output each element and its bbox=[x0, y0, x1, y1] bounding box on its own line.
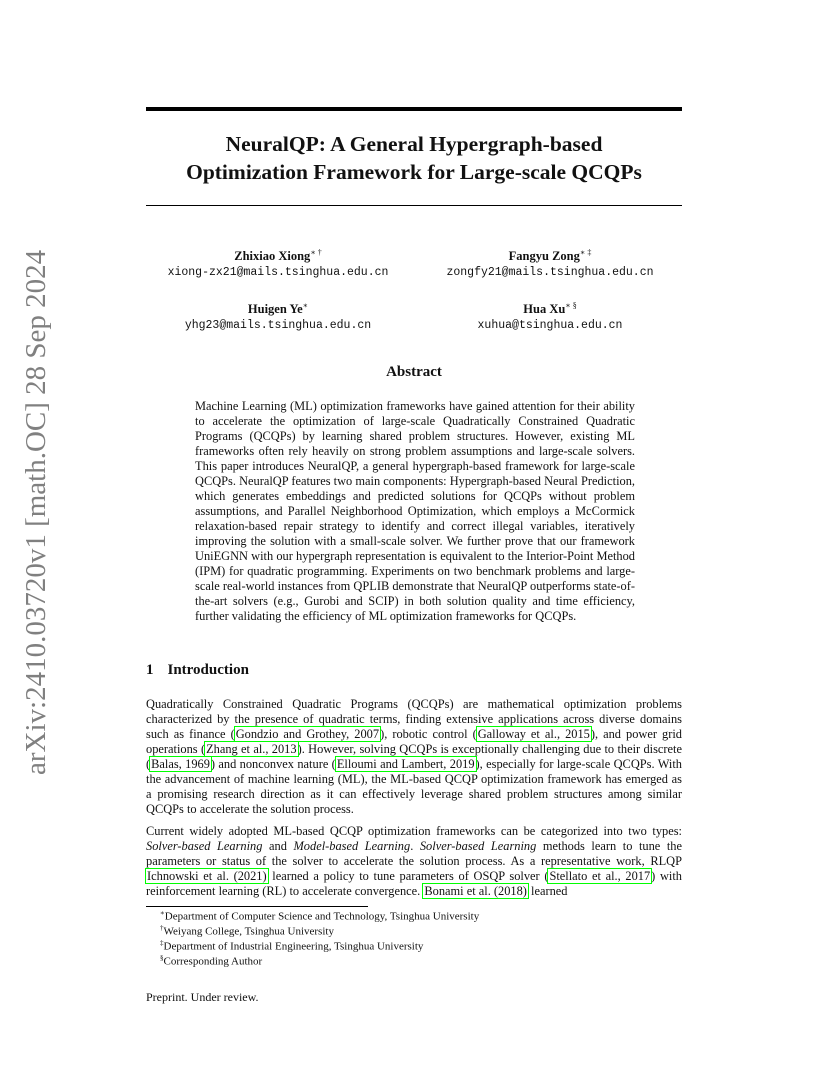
title-line-2: Optimization Framework for Large-scale QCQPs bbox=[186, 160, 642, 184]
author-email[interactable]: xiong-zx21@mails.tsinghua.edu.cn bbox=[167, 266, 389, 280]
citation-link[interactable]: Gondzio and Grothey, 2007 bbox=[235, 727, 380, 741]
citation-link[interactable]: Bonami et al. (2018) bbox=[424, 884, 527, 898]
citation-link[interactable]: Ichnowski et al. (2021) bbox=[147, 869, 267, 883]
author-name: Hua Xu bbox=[523, 302, 566, 317]
title-top-rule bbox=[146, 107, 682, 111]
footnote: †Weiyang College, Tsinghua University bbox=[160, 924, 334, 938]
preprint-notice: Preprint. Under review. bbox=[146, 990, 259, 1004]
author-block-4 bbox=[418, 297, 682, 334]
author-block-2 bbox=[418, 244, 682, 281]
author-name: Zhixiao Xiong bbox=[234, 249, 311, 264]
citation-link[interactable]: Zhang et al., 2013 bbox=[206, 742, 297, 756]
section-number: 1 bbox=[146, 662, 154, 678]
citation-link[interactable]: Stellato et al., 2017 bbox=[549, 869, 651, 883]
footnote: ‡Department of Industrial Engineering, Tsinghua University bbox=[160, 939, 424, 953]
author-name: Fangyu Zong bbox=[508, 249, 580, 264]
author-email[interactable]: xuhua@tsinghua.edu.cn bbox=[477, 319, 623, 333]
paper-title bbox=[146, 130, 682, 186]
intro-paragraph-2: Current widely adopted ML-based QCQP optimization frameworks can be categorized into two types: Solver-based Learning and Model-based Learning. Solver-based Learning methods learn to tune the parameters or status of the solver to accelerate the solution process. As a representative work, RLQP Ichnowski et al. (2021) learned a policy to tune parameters of OSQP solver (Stellato et al., 2017) with reinforcement learning (RL) to accelerate convergence. Bonami et al. (2018) learned bbox=[146, 824, 682, 898]
author-block-1 bbox=[146, 244, 410, 281]
author-marks: ∗ ‡ bbox=[579, 248, 592, 257]
author-name: Huigen Ye bbox=[247, 302, 303, 317]
citation-link[interactable]: Balas, 1969 bbox=[151, 757, 210, 771]
author-block-3 bbox=[146, 297, 410, 334]
footnote: ∗Department of Computer Science and Technology, Tsinghua University bbox=[160, 909, 480, 923]
title-line-1: NeuralQP: A General Hypergraph-based bbox=[225, 132, 603, 156]
title-bottom-rule bbox=[146, 205, 682, 206]
author-email[interactable]: zongfy21@mails.tsinghua.edu.cn bbox=[446, 266, 654, 280]
author-marks: ∗ bbox=[302, 301, 309, 310]
intro-paragraph-1: Quadratically Constrained Quadratic Programs (QCQPs) are mathematical optimization problems characterized by the presence of quadratic terms, finding extensive applications across diverse domains such as finance (Gondzio and Grothey, 2007), robotic control (Galloway et al., 2015), and power grid operations (Zhang et al., 2013). However, solving QCQPs is exceptionally challenging due to their discrete (Balas, 1969) and nonconvex nature (Elloumi and Lambert, 2019), especially for large-scale QCQPs. With the advancement of machine learning (ML), the ML-based QCQP optimization framework has emerged as a promising research direction as it can effectively leverage shared problem structures among similar QCQPs to accelerate the solution process. bbox=[146, 697, 683, 816]
section-heading-introduction bbox=[146, 662, 249, 679]
citation-link[interactable]: Elloumi and Lambert, 2019 bbox=[336, 757, 475, 771]
arxiv-stamp: arXiv:2410.03720v1 [math.OC] 28 Sep 2024 bbox=[20, 249, 52, 775]
author-marks: ∗ § bbox=[565, 301, 577, 310]
abstract-body: Machine Learning (ML) optimization frameworks have gained attention for their ability to accelerate the optimization of large-scale Quadratically Constrained Quadratic Programs (QCQPs) by learning shared problem structures. However, existing ML frameworks often rely heavily on strong problem assumptions and large-scale solvers. This paper introduces NeuralQP, a general hypergraph-based framework for large-scale QCQPs. NeuralQP features two main components: Hypergraph-based Neural Prediction, which generates embeddings and predicted solutions for QCQPs without problem assumptions, and Parallel Neighborhood Optimization, which employs a McCormick relaxation-based repair strategy to identify and correct illegal variables, iteratively improving the solution with a small-scale solver. We further prove that our framework UniEGNN with our hypergraph representation is equivalent to the Interior-Point Method (IPM) for quadratic programming. Experiments on two benchmark problems and large-scale real-world instances from QPLIB demonstrate that NeuralQP outperforms state-of-the-art solvers (e.g., Gurobi and SCIP) in both solution quality and time efficiency, further validating the efficiency of ML optimization frameworks for QCQPs. bbox=[195, 399, 635, 623]
abstract-heading: Abstract bbox=[386, 364, 442, 380]
citation-link[interactable]: Galloway et al., 2015 bbox=[477, 727, 590, 741]
section-title: Introduction bbox=[167, 662, 249, 678]
author-marks: ∗ † bbox=[310, 248, 322, 257]
footnote: §Corresponding Author bbox=[160, 954, 263, 968]
author-email[interactable]: yhg23@mails.tsinghua.edu.cn bbox=[184, 319, 372, 333]
